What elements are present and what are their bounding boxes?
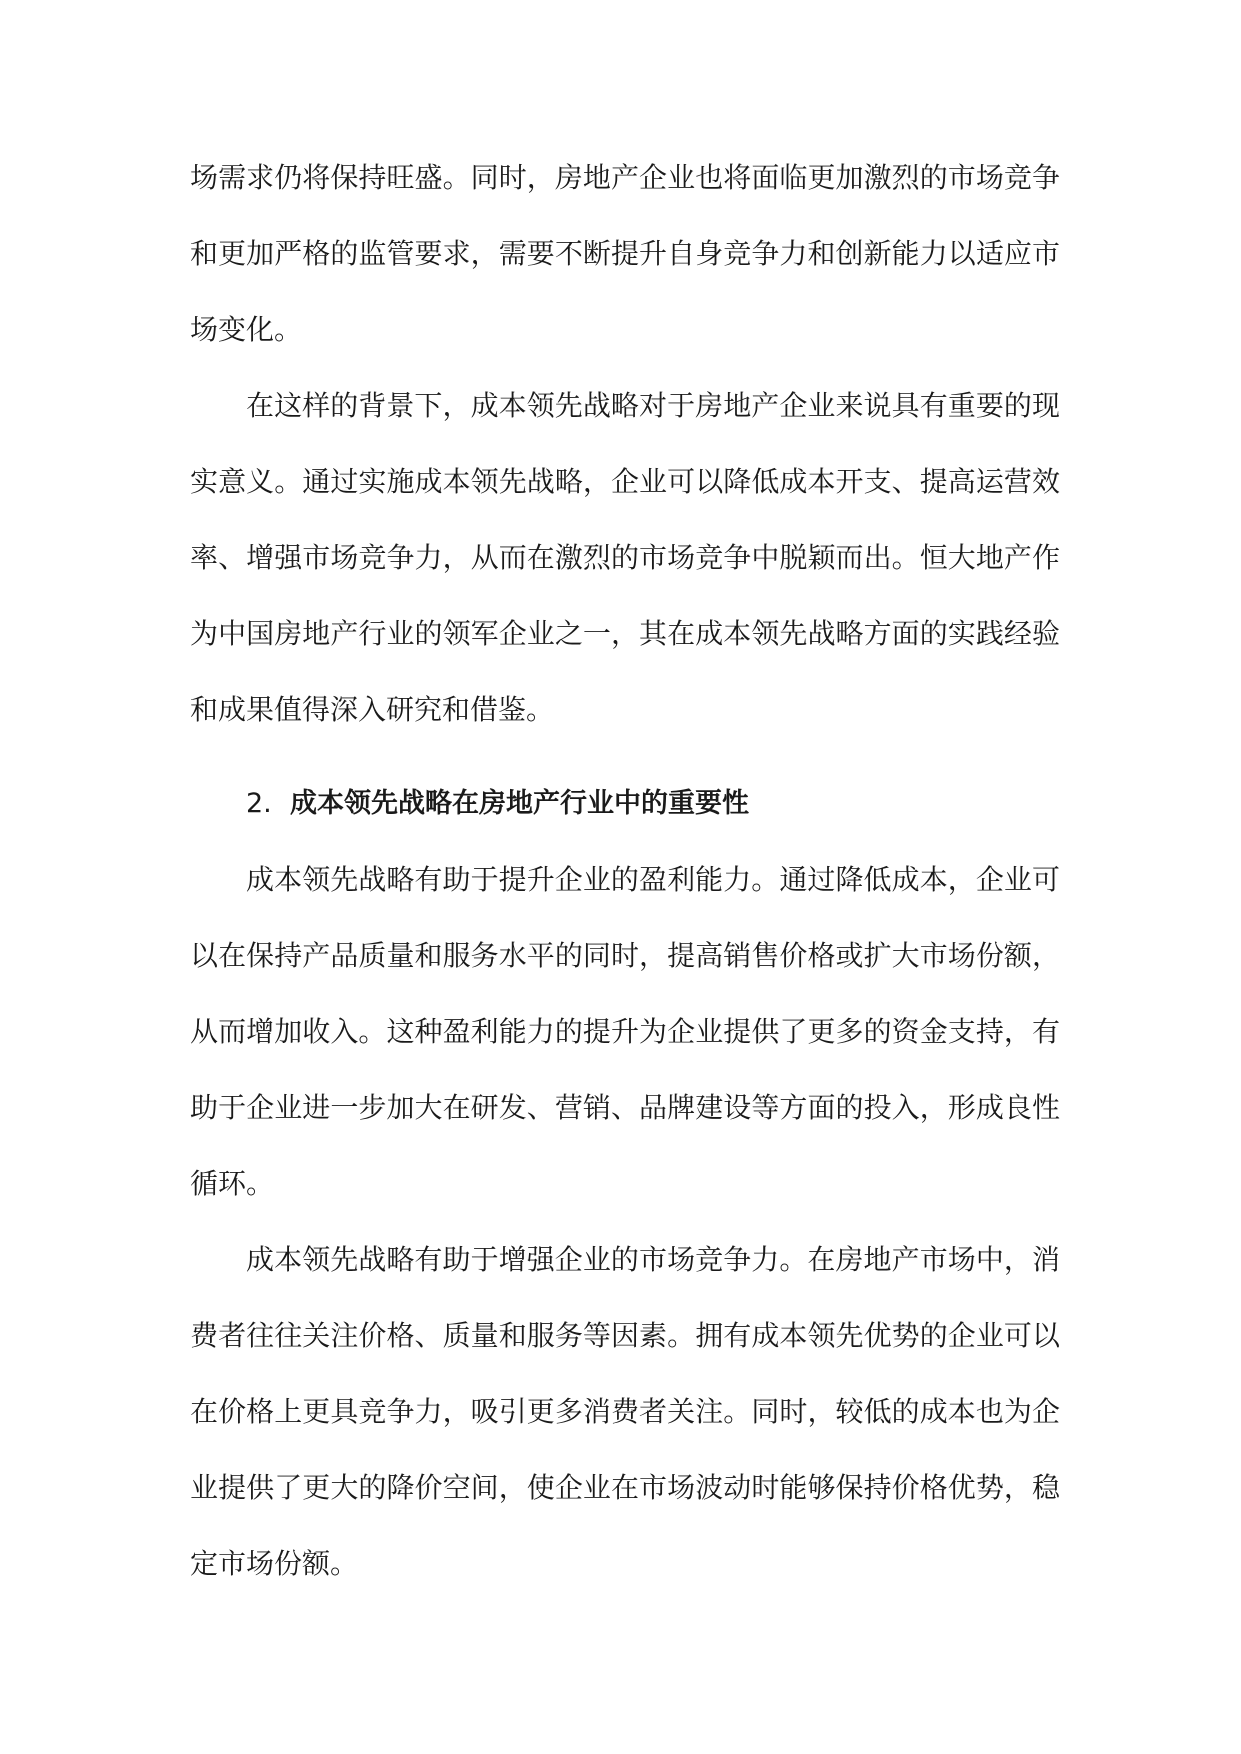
paragraph-competitiveness: 成本领先战略有助于增强企业的市场竞争力。在房地产市场中，消费者往往关注价格、质量和服务等因素。拥有成本领先优势的企业可以在价格上更具竞争力，吸引更多消费者关注。同时，较低的成本也为企业提供了更大的降价空间，使企业在市场波动时能够保持价格优势，稳定市场份额。 <box>190 1243 1060 1580</box>
section-title: 成本领先战略在房地产行业中的重要性 <box>290 788 749 819</box>
section-heading <box>190 766 1060 842</box>
section-number: 2. <box>246 788 272 819</box>
document-page <box>190 140 1060 1602</box>
paragraph-background: 在这样的背景下，成本领先战略对于房地产企业来说具有重要的现实意义。通过实施成本领先战略，企业可以降低成本开支、提高运营效率、增强市场竞争力，从而在激烈的市场竞争中脱颖而出。恒大地产作为中国房地产行业的领军企业之一，其在成本领先战略方面的实践经验和成果值得深入研究和借鉴。 <box>190 389 1060 726</box>
paragraph-continued: 场需求仍将保持旺盛。同时，房地产企业也将面临更加激烈的市场竞争和更加严格的监管要求，需要不断提升自身竞争力和创新能力以适应市场变化。 <box>190 161 1060 346</box>
paragraph-profitability: 成本领先战略有助于提升企业的盈利能力。通过降低成本，企业可以在保持产品质量和服务水平的同时，提高销售价格或扩大市场份额，从而增加收入。这种盈利能力的提升为企业提供了更多的资金支持，有助于企业进一步加大在研发、营销、品牌建设等方面的投入，形成良性循环。 <box>190 863 1060 1200</box>
